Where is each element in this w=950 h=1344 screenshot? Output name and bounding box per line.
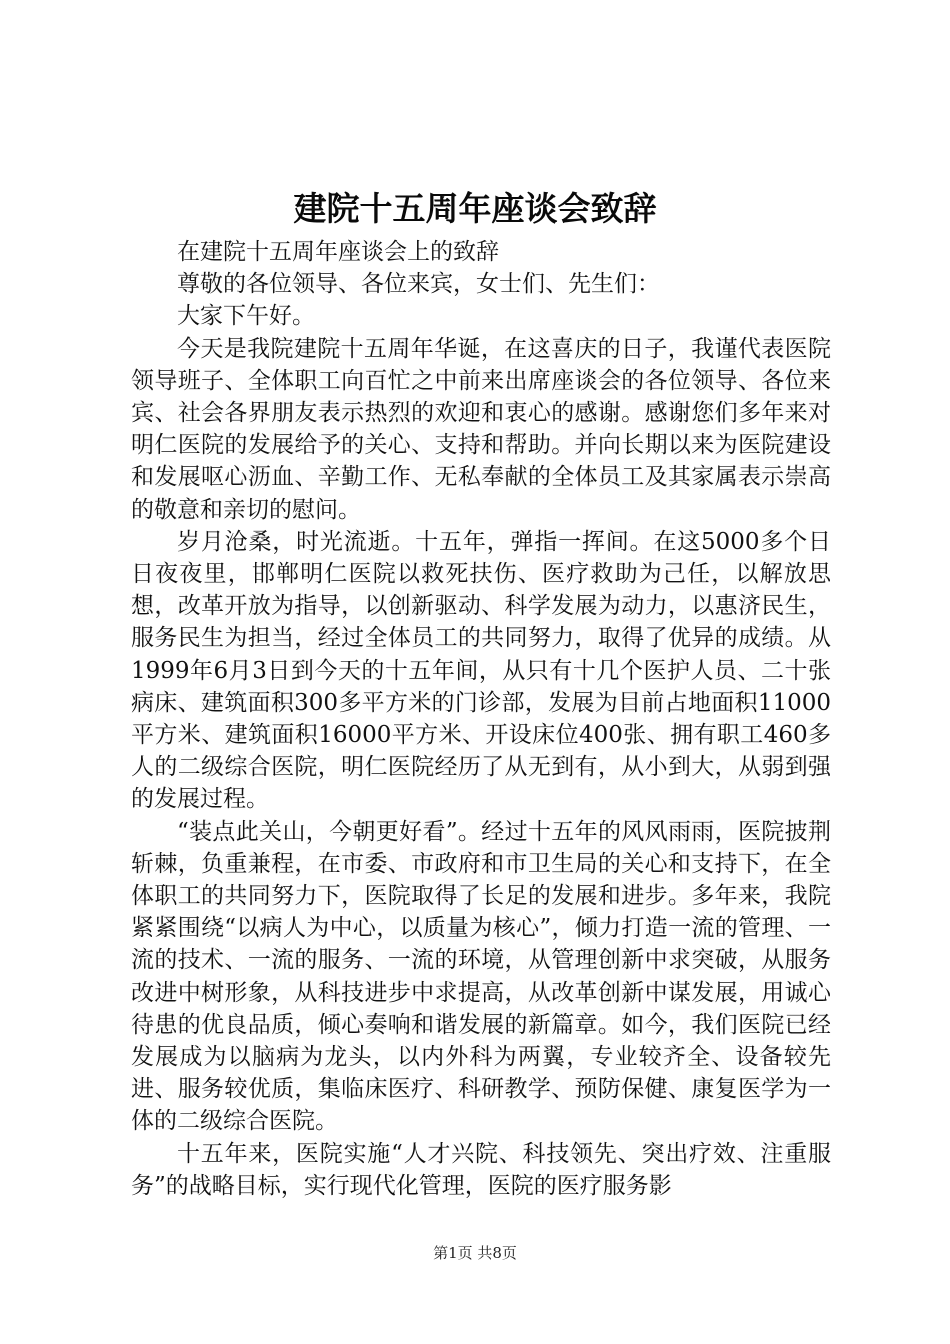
- paragraph-subtitle: 在建院十五周年座谈会上的致辞: [177, 239, 499, 265]
- paragraph-body: 岁月沧桑，时光流逝。十五年，弹指一挥间。在这5000多个日日夜夜里，邯郸明仁医院以救死扶伤、医疗救助为己任，以解放思想，改革开放为指导，以创新驱动、科学发展为动力，以惠济民生，服务民生为担当，经过全体员工的共同努力，取得了优异的成绩。从1999年6月3日到今天的十五年间，从只有十几个医护人员、二十张病床、建筑面积300多平方米的门诊部，发展为目前占地面积11000平方米、建筑面积16000平方米、开设床位400张、拥有职工460多人的二级综合医院，明仁医院经历了从无到有，从小到大，从弱到强的发展过程。: [131, 528, 831, 813]
- paragraph-body: “装点此关山，今朝更好看”。经过十五年的风风雨雨，医院披荆斩棘，负重兼程，在市委、市政府和市卫生局的关心和支持下，在全体职工的共同努力下，医院取得了长足的发展和进步。多年来，我院紧紧围绕“以病人为中心，以质量为核心”，倾力打造一流的管理、一流的技术、一流的服务、一流的环境，从管理创新中求突破，从服务改进中树形象，从科技进步中求提高，从改革创新中谋发展，用诚心待患的优良品质，倾心奏响和谐发展的新篇章。如今，我们医院已经发展成为以脑病为龙头，以内外科为两翼，专业较齐全、设备较先进、服务较优质，集临床医疗、科研教学、预防保健、康复医学为一体的二级综合医院。: [131, 818, 831, 1135]
- page-number-footer: 第1页 共8页: [433, 1244, 517, 1262]
- document-body: [131, 236, 831, 1202]
- paragraph-body: 十五年来，医院实施“人才兴院、科技领先、突出疗效、注重服务”的战略目标，实行现代化管理，医院的医疗服务影: [131, 1140, 831, 1199]
- paragraph-body: 今天是我院建院十五周年华诞，在这喜庆的日子，我谨代表医院领导班子、全体职工向百忙之中前来出席座谈会的各位领导、各位来宾、社会各界朋友表示热烈的欢迎和衷心的感谢。感谢您们多年来对明仁医院的发展给予的关心、支持和帮助。并向长期以来为医院建设和发展呕心沥血、辛勤工作、无私奉献的全体员工及其家属表示崇高的敬意和亲切的慰问。: [131, 335, 831, 523]
- paragraph-greeting: 大家下午好。: [177, 303, 315, 330]
- paragraph-salutation: 尊敬的各位领导、各位来宾，女士们、先生们：: [177, 271, 660, 298]
- document-title: 建院十五周年座谈会致辞: [293, 189, 657, 228]
